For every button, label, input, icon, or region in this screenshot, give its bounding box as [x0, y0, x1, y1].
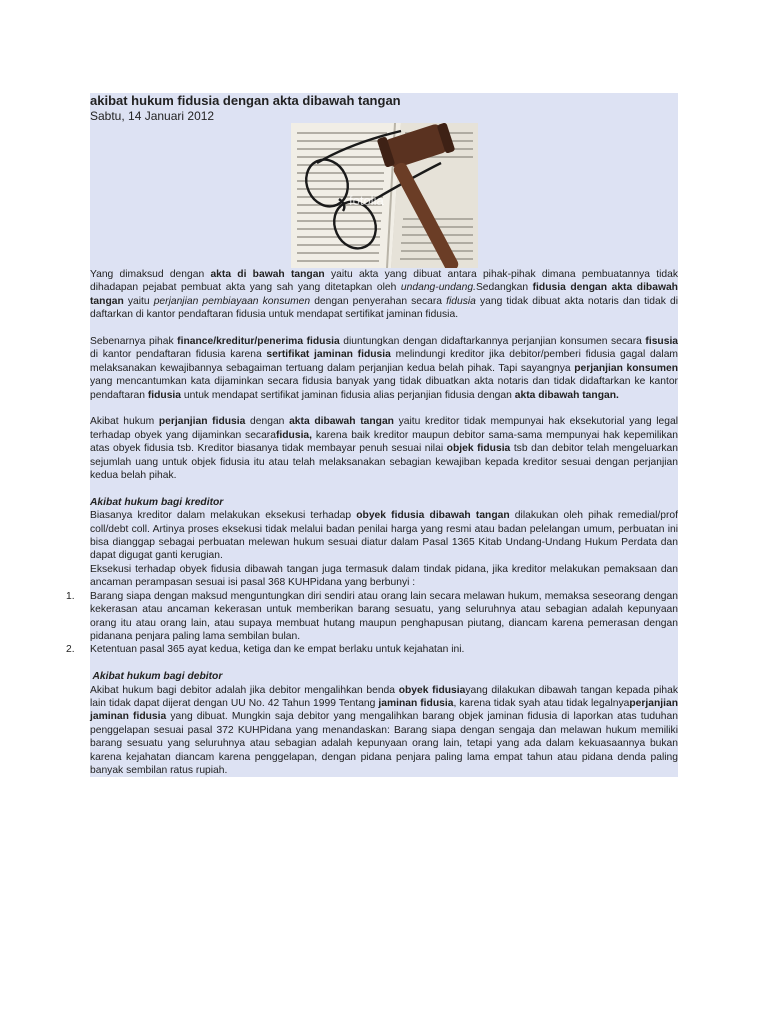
paragraph-kreditor-criminal: Eksekusi terhadap obyek fidusia dibawah tangan juga termasuk dalam tindak pidana, jika kreditor melakukan pemaksaan dan ancaman perampasan sesuai isi pasal 368 KUHPidana yang berbunyi : — [90, 563, 678, 589]
article-photo — [291, 123, 478, 268]
article-title: akibat hukum fidusia dengan akta dibawah tangan — [90, 93, 678, 109]
heading-debitor: Akibat hukum bagi debitor — [90, 670, 678, 683]
paragraph-registration: Sebenarnya pihak finance/kreditur/penerima fidusia diuntungkan dengan didaftarkannya perjanjian konsumen secara fisusia di kantor pendaftaran fidusia karena sertifikat jaminan fidusia melindungi kreditor jika debitor/pemberi fidusia gagal dalam melaksanakan kewajibannya sebagaiman tertuang dalam perjanjian kedua belah pihak. Tapi sayangnya perjanjian konsumen yang mencantumkan kata dijaminkan secara fidusia banyak yang tidak dibuatkan akta notaris dan tidak didaftarkan ke kantor pendaftaran fidusia untuk mendapat sertifikat jaminan fidusia alias perjanjian fidusia dengan akta dibawah tangan. — [90, 336, 679, 401]
list-number: 1. — [66, 590, 75, 602]
list-item: 2. Ketentuan pasal 365 ayat kedua, ketiga dan ke empat berlaku untuk kejahatan ini. — [90, 643, 678, 656]
paragraph-gap — [90, 657, 678, 670]
article-body — [66, 268, 679, 777]
watermark: fotolia — [349, 193, 384, 208]
gavel-glasses-illustration — [291, 123, 478, 268]
paragraph-gap — [90, 402, 678, 415]
paragraph-gap — [90, 322, 678, 335]
paragraph-legal-consequence: Akibat hukum perjanjian fidusia dengan akta dibawah tangan yaitu kreditor tidak mempunyai hak eksekutorial yang legal terhadap obyek yang dijaminkan secarafidusia, karena baik kreditor maupun debitor sama-sama mempunyai hak kepemilikan atas obyek fidusia tsb. Kreditor biasanya tidak membayar penuh sesuai nilai objek fidusia tsb dan debitor telah mengeluarkan sejumlah uang untuk objek fidusia itu atau telah melaksanakan sebagian kewajiban kepada kreditor sesuai dengan perjanjian kedua belah pihak. — [90, 416, 679, 482]
article-date: Sabtu, 14 Januari 2012 — [90, 109, 678, 123]
paragraph-gap — [90, 482, 678, 495]
paragraph-definition: Yang dimaksud dengan akta di bawah tangan yaitu akta yang dibuat antara pihak-pihak dimana pembuatannya tidak dihadapan pejabat pembuat akta yang sah yang ditetapkan oleh undang-undang.Sedangkan fidusia dengan akta dibawah tangan yaitu perjanjian pembiayaan konsumen dengan penyerahan secara fidusia yang tidak dibuat akta notaris dan tidak di daftarkan di kantor pendaftaran fidusia untuk mendapat sertifikat jaminan fidusia. — [90, 269, 678, 321]
list-number: 2. — [66, 644, 75, 656]
paragraph-debitor: Akibat hukum bagi debitor adalah jika debitor mengalihkan benda obyek fidusiayang dilakukan dibawah tangan kepada pihak lain tidak dapat dijerat dengan UU No. 42 Tahun 1999 Tentang jaminan fidusia, karena tidak syah atau tidak legalnyaperjanjian jaminan fidusia yang dibuat. Mungkin saja debitor yang mengalihkan barang objek jaminan fidusia di laporkan atas tuduhan penggelapan sesuai pasal 372 KUHPidana yang menandaskan: Barang siapa dengan sengaja dan melawan hukum memiliki barang sesuatu yang seluruhnya atau sebagian adalah kepunyaan orang lain, tetapi yang ada dalam kekuasaannya bukan karena kejahatan diancam karena penggelapan, dengan pidana penjara paling lama empat tahun atau pidana denda paling banyak sembilan ratus rupiah. — [90, 684, 678, 776]
paragraph-kreditor-execution: Biasanya kreditor dalam melakukan eksekusi terhadap obyek fidusia dibawah tangan dilakukan oleh pihak remedial/prof coll/debt coll. Artinya proses eksekusi tidak melalui badan penilai harga yang resmi atau badan pelelangan umum, perbuatan ini bisa dianggap sebagai perbuatan melewan hukum sesuai diatur dalam Pasal 1365 Kitab Undang-Undang Hukum Perdata dan dapat digugat ganti kerugian. — [90, 510, 678, 562]
heading-kreditor: Akibat hukum bagi kreditor — [90, 496, 678, 509]
list-item: 1. Barang siapa dengan maksud menguntungkan diri sendiri atau orang lain secara melawan hukum, memaksa seseorang dengan kekerasan atau ancaman kekerasan untuk memberikan barang sesuatu, yang seluruhnya atau sebagian adalah kepunyaan orang itu atau orang lain, atau supaya membuat hutang maupun penghapusan piutang, diancam karena pemerasan dengan pidanana penjara paling lama sembilan bulan. — [66, 590, 678, 642]
